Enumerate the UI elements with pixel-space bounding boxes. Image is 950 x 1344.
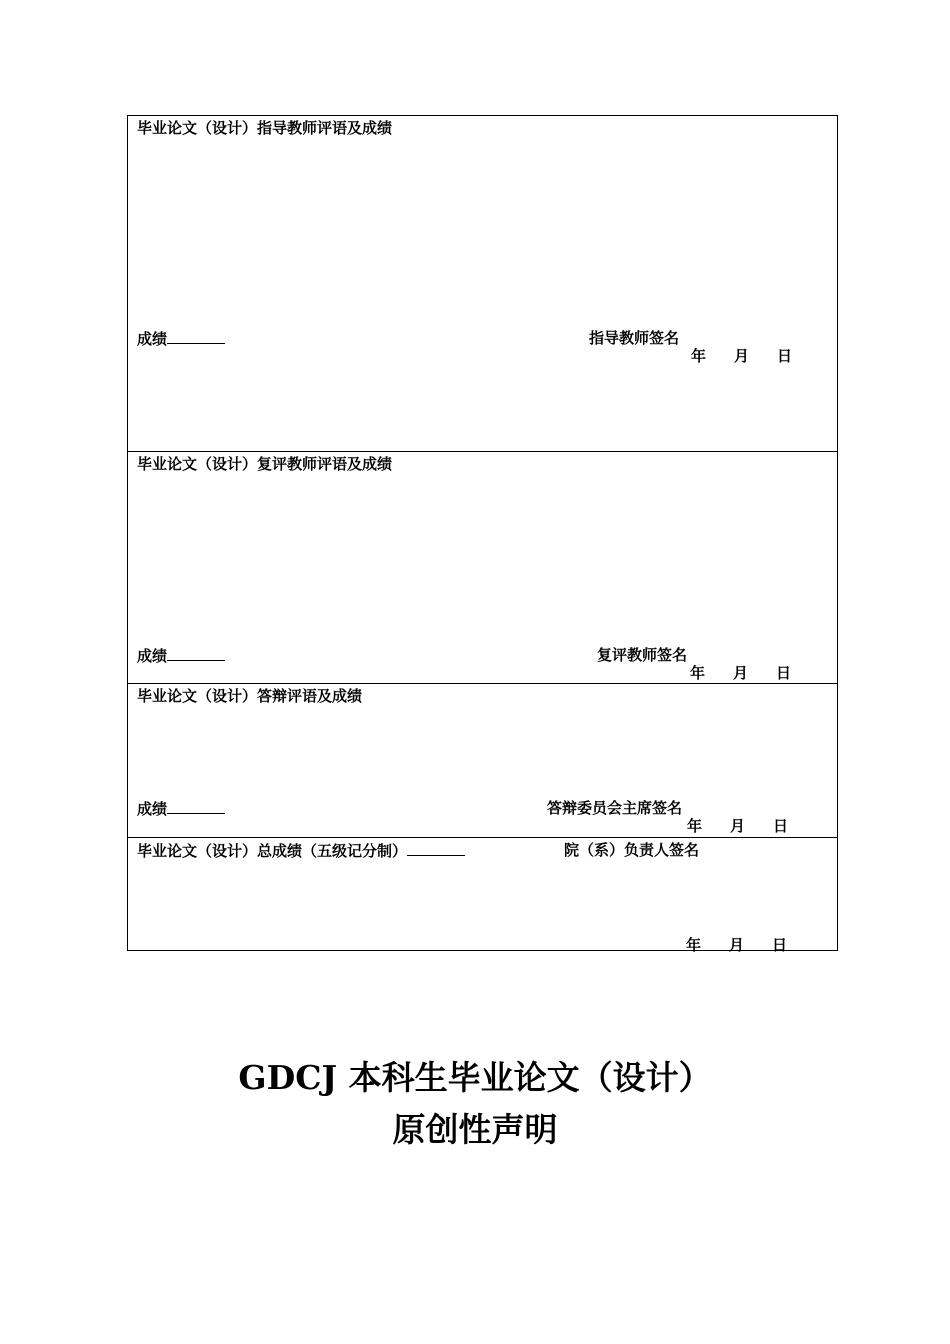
advisor-grade-blank[interactable] <box>167 329 225 344</box>
reviewer-section-heading: 毕业论文（设计）复评教师评语及成绩 <box>137 455 393 473</box>
reviewer-date <box>690 664 791 682</box>
total-date-year: 年 <box>686 936 702 954</box>
total-section-heading: 毕业论文（设计）总成绩（五级记分制） <box>137 842 408 860</box>
reviewer-date-month: 月 <box>733 664 749 682</box>
defense-date-day: 日 <box>773 817 789 835</box>
reviewer-evaluation-section <box>128 451 837 683</box>
reviewer-grade-field[interactable] <box>137 646 225 665</box>
total-date <box>686 936 787 954</box>
advisor-date-year: 年 <box>691 347 707 365</box>
reviewer-date-day: 日 <box>776 664 792 682</box>
document-title-line2: 原创性声明 <box>392 1110 558 1149</box>
defense-date <box>687 817 788 835</box>
defense-signature-label: 答辩委员会主席签名 <box>547 799 683 817</box>
total-date-month: 月 <box>729 936 745 954</box>
advisor-evaluation-section <box>128 116 837 451</box>
defense-section-heading: 毕业论文（设计）答辩评语及成绩 <box>137 687 363 705</box>
reviewer-date-year: 年 <box>690 664 706 682</box>
total-grade-field[interactable] <box>137 841 465 860</box>
defense-grade-label: 成绩 <box>137 800 168 818</box>
advisor-section-heading: 毕业论文（设计）指导教师评语及成绩 <box>137 119 393 137</box>
reviewer-grade-label: 成绩 <box>137 647 168 665</box>
defense-date-month: 月 <box>730 817 746 835</box>
total-grade-blank[interactable] <box>407 841 465 856</box>
document-title-line1: GDCJ 本科生毕业论文（设计） <box>238 1058 712 1097</box>
advisor-grade-field[interactable] <box>137 329 225 348</box>
evaluation-form-table <box>127 115 838 954</box>
reviewer-grade-blank[interactable] <box>167 646 225 661</box>
defense-grade-field[interactable] <box>137 799 225 818</box>
defense-grade-blank[interactable] <box>167 799 225 814</box>
advisor-signature-label: 指导教师签名 <box>589 329 680 347</box>
advisor-grade-label: 成绩 <box>137 330 168 348</box>
total-date-day: 日 <box>772 936 788 954</box>
reviewer-signature-label: 复评教师签名 <box>597 646 688 664</box>
total-grade-section <box>128 837 837 952</box>
advisor-date-month: 月 <box>734 347 750 365</box>
advisor-date-day: 日 <box>777 347 793 365</box>
total-signature-label: 院（系）负责人签名 <box>564 841 700 859</box>
defense-evaluation-section <box>128 683 837 837</box>
advisor-date <box>691 347 792 365</box>
defense-date-year: 年 <box>687 817 703 835</box>
